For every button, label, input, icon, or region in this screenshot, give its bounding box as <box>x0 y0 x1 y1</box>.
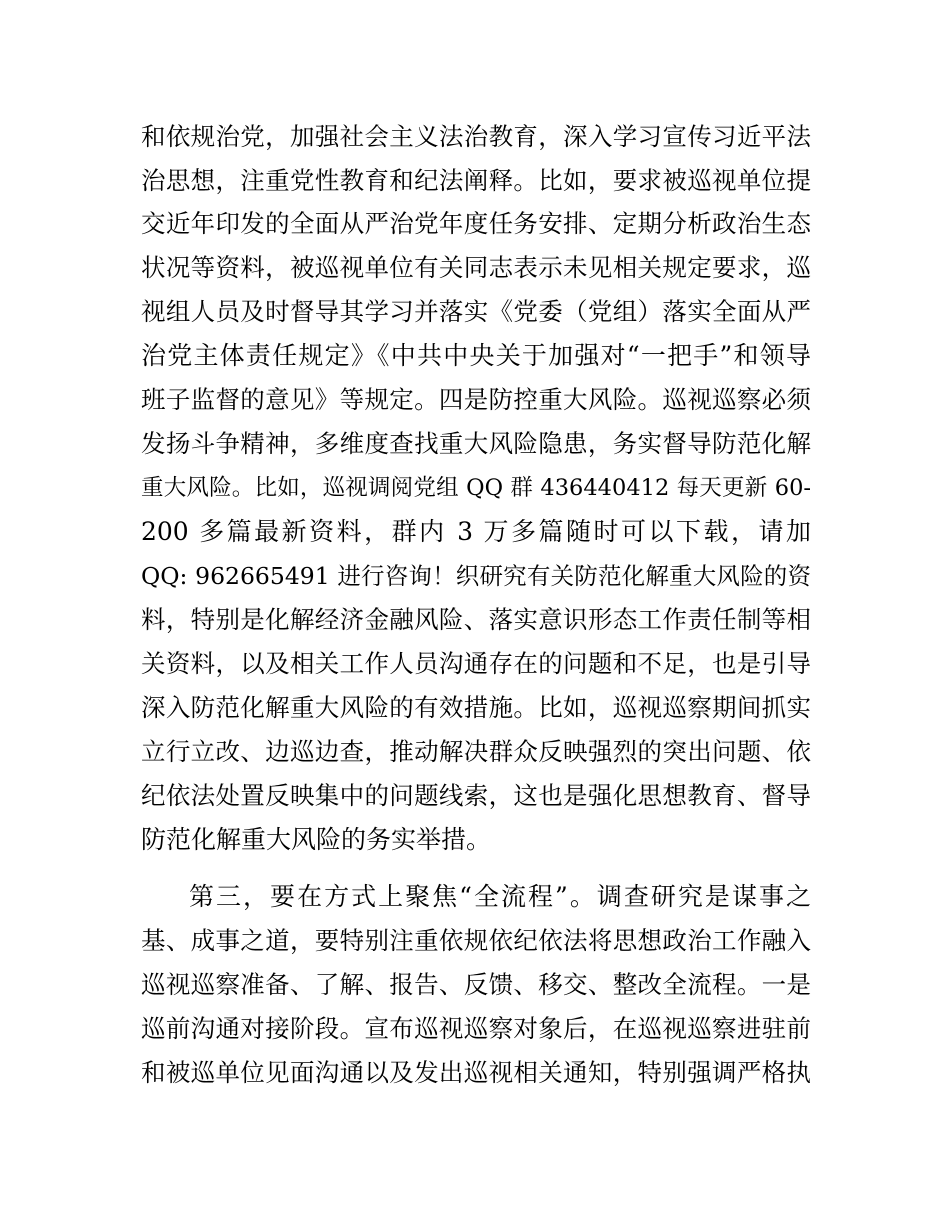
text-line: 和被巡单位见面沟通以及发出巡视相关通知，特别强调严格执 <box>141 1058 811 1087</box>
text-line: 视组人员及时督导其学习并落实《党委（党组）落实全面从严 <box>141 297 811 326</box>
text-line: 基、成事之道，要特别注重依规依纪依法将思想政治工作融入 <box>141 926 811 955</box>
text-line: 纪依法处置反映集中的问题线索，这也是强化思想教育、督导 <box>141 781 811 810</box>
text-line: 交近年印发的全面从严治党年度任务安排、定期分析政治生态 <box>141 209 811 238</box>
text-line: QQ: 962665491 进行咨询！织研究有关防范化解重大风险的资 <box>141 562 811 590</box>
text-line: 防范化解重大风险的务实举措。 <box>141 825 492 854</box>
text-line: 深入防范化解重大风险的有效措施。比如，巡视巡察期间抓实 <box>141 693 811 722</box>
text-line: 重大风险。比如，巡视调阅党组 QQ 群 436440412 每天更新 60- <box>141 475 811 501</box>
text-line: 发扬斗争精神，多维度查找重大风险隐患，务实督导防范化解 <box>141 429 811 458</box>
text-line: 巡前沟通对接阶段。宣布巡视巡察对象后，在巡视巡察进驻前 <box>141 1014 811 1043</box>
text-line: 料，特别是化解经济金融风险、落实意识形态工作责任制等相 <box>141 605 811 634</box>
text-line: 班子监督的意见》等规定。四是防控重大风险。巡视巡察必须 <box>141 385 811 414</box>
text-line: 200 多篇最新资料，群内 3 万多篇随时可以下载，请加 <box>141 517 811 546</box>
text-line: 关资料，以及相关工作人员沟通存在的问题和不足，也是引导 <box>141 649 811 678</box>
text-line: 立行立改、边巡边查，推动解决群众反映强烈的突出问题、依 <box>141 737 811 766</box>
text-line: 状况等资料，被巡视单位有关同志表示未见相关规定要求，巡 <box>141 253 811 282</box>
paragraph-first-line: 第三，要在方式上聚焦“全流程”。调查研究是谋事之 <box>189 882 811 911</box>
text-line: 治思想，注重党性教育和纪法阐释。比如，要求被巡视单位提 <box>141 166 811 195</box>
text-line: 巡视巡察准备、了解、报告、反馈、移交、整改全流程。一是 <box>141 970 811 999</box>
text-line: 治党主体责任规定》《中共中央关于加强对“一把手”和领导 <box>141 341 811 370</box>
text-line: 和依规治党，加强社会主义法治教育，深入学习宣传习近平法 <box>141 122 811 151</box>
